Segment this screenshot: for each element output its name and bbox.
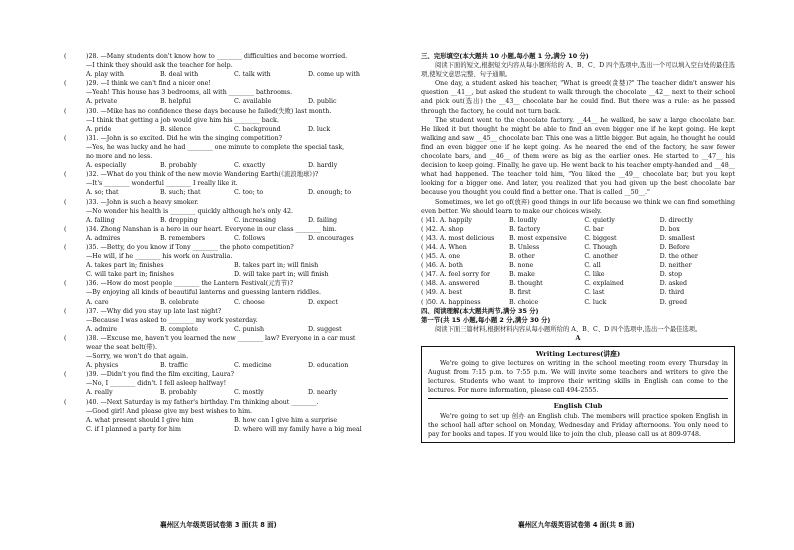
box1-text: We're going to give lectures on writing in the school meeting room every Thursday in August from 7:15 p.m. to 7:55 p.m. We will invite some teachers and writers to give the lectures. Students who want to improve their writing skills in English can come to the lectures. For more information, please call 494-2555.	[428, 360, 728, 395]
option: D. public	[308, 98, 337, 106]
option: D. suggest	[308, 325, 342, 333]
question-number: )35.	[86, 243, 99, 251]
question-number: )37.	[86, 307, 99, 315]
options-row	[64, 416, 382, 434]
question-row	[64, 243, 382, 252]
option: B. complete	[160, 325, 198, 333]
question-stem: —Why did you stay up late last night?	[100, 307, 222, 315]
options-row	[64, 70, 382, 79]
option: D. encourages	[308, 234, 354, 242]
answer-paren: (	[64, 280, 67, 288]
question-stem: —Excuse me, haven't you learned the new ________ law? Everyone in a car must	[100, 334, 356, 342]
question-number: )31.	[86, 134, 99, 142]
question-stem: —Betty, do you know if Tony ________ the photo competition?	[100, 243, 294, 251]
question-number: )39.	[86, 371, 99, 379]
cloze-option: C. like	[584, 271, 605, 279]
cloze-option: B. first	[509, 289, 531, 297]
option: A. play with	[86, 71, 124, 79]
option: C. mostly	[234, 389, 264, 397]
answer-paren: (	[64, 371, 67, 379]
cloze-option: B. most expensive	[509, 234, 567, 242]
option: A. care	[86, 298, 109, 306]
cloze-option: ( )42. A. shop	[421, 225, 464, 233]
option: C. punish	[234, 325, 265, 333]
cloze-option: D. box	[659, 225, 680, 233]
question-row	[64, 79, 382, 88]
cloze-option: C. bar	[584, 225, 604, 233]
question-line: —No, I ________ didn't. I fell asleep halfway!	[86, 380, 227, 388]
question-stem: —Didn't you find the film exciting, Laura?	[100, 371, 234, 379]
section3-instructions: 阅读下面的短文,根据短文内容从每小题所给的 A、B、C、D 四个选项中,选出一个可以填入空白处的最佳选项,使短文意思完整、句子通顺。	[421, 62, 735, 79]
question-number: )30.	[86, 107, 99, 115]
question-number: )36.	[86, 280, 99, 288]
option: B. probably	[160, 162, 197, 170]
question-line: —I think they should ask the teacher for help.	[86, 62, 233, 70]
options-row	[64, 298, 382, 307]
option: A. especially	[86, 162, 127, 170]
cloze-option-row	[421, 216, 735, 225]
option: A. takes part in; finishes	[86, 262, 164, 270]
options-row	[64, 125, 382, 134]
cloze-option: ( )48. A. answered	[421, 280, 480, 288]
question-line: —He will, if he ________ his work on Australia.	[86, 253, 233, 261]
question-row	[64, 170, 382, 179]
section4-instructions: 阅读下面三篇材料,根据材料内容从每小题所给的 A、B、C、D 四个选项中,选出一个最佳选项。	[435, 325, 702, 333]
option: D. failing	[308, 216, 338, 224]
option: A. falling	[86, 216, 115, 224]
question-number: )34.	[86, 225, 99, 233]
option: C. follows	[234, 234, 266, 242]
options-row	[64, 97, 382, 106]
cloze-option: C. another	[584, 253, 618, 261]
options-row	[64, 234, 382, 243]
cloze-option: B. loudly	[509, 216, 538, 224]
box2-text: We're going to set up 创办 an English club. The members will practice spoken English in the school hall after school on Monday, Wednesday and Friday afternoons. You only need to pay for books and tapes. If you would like to join the club, please call us at 809-9748.	[428, 412, 728, 438]
answer-paren: (	[64, 53, 67, 60]
question-line: —Good girl! And please give my best wishes to him.	[86, 407, 253, 415]
question-row	[64, 107, 382, 116]
box-divider	[428, 398, 728, 399]
cloze-paragraph: The student went to the chocolate factory. __44__ he walked, he saw a large chocolate bar. He liked it but thought he might be able to find an even bigger one if he kept going. He kept walking and saw __45__ chocolate bar. This one was a little bigger. But again, he thought he could find an even bigger one if he kept going. As he neared the end of the factory, he saw fewer chocolate bars, and __46__ of them were as big as the earlier ones. He started to __47__ his decision to keep going. Finally, he gave up. He went back to his teacher empty-handed and __48__ what had happened. The teacher told him, "You liked the __49__ chocolate bar, but you kept looking for a bigger one. And later, you realized that you had given up the best chocolate bar because you thought you could find a better one. That is called __50__."	[421, 116, 735, 197]
option: B. how can I give him a surprise	[234, 416, 338, 424]
footer-left: 襄州区九年级英语试卷第 3 面(共 8 面)	[160, 521, 277, 529]
cloze-option: B. thought	[509, 280, 543, 288]
cloze-option-row	[421, 234, 735, 243]
question-line: —By enjoying all kinds of beautiful lanterns and guessing lantern riddles.	[86, 289, 322, 297]
cloze-option: ( )47. A. feel sorry for	[421, 271, 491, 279]
cloze-option-row	[421, 298, 735, 307]
option: B. probably	[160, 389, 197, 397]
option: D. education	[308, 362, 349, 370]
question-stem: Zhong Nanshan is a hero in our heart. Everyone in our class ________ him.	[100, 225, 337, 233]
option: B. dropping	[160, 216, 198, 224]
options-row	[64, 161, 382, 170]
question-row	[64, 134, 382, 143]
question-number: )38.	[86, 334, 99, 342]
cloze-option: D. the other	[659, 253, 698, 261]
cloze-option-row	[421, 252, 735, 261]
option: A. so; that	[86, 189, 119, 197]
option: A. really	[86, 389, 113, 397]
option: B. deal with	[160, 71, 199, 79]
box2-title: English Club	[553, 402, 603, 411]
answer-paren: (	[64, 243, 67, 251]
question-stem: —Many students don't know how to ________ difficulties and become worried.	[100, 53, 348, 60]
option: C. increasing	[234, 216, 277, 224]
question-line: —I think that getting a job would give him his ________ back.	[86, 116, 279, 124]
option: A. private	[86, 98, 118, 106]
question-row	[64, 52, 382, 61]
option: D. come up with	[308, 71, 360, 79]
question-number: )29.	[86, 80, 99, 88]
answer-paren: (	[64, 225, 67, 233]
cloze-option: B. choice	[509, 298, 539, 306]
question-stem: —John is such a heavy smoker.	[100, 198, 199, 206]
answer-paren: (	[64, 307, 67, 315]
option: C. will take part in; finishes	[86, 271, 174, 279]
answer-paren: (	[64, 80, 67, 88]
cloze-option-row	[421, 279, 735, 288]
option: B. celebrate	[160, 298, 199, 306]
answer-paren: (	[64, 198, 67, 206]
cloze-option: ( )50. A. happiness	[421, 298, 481, 306]
question-row	[64, 398, 382, 407]
cloze-paragraph: One day, a student asked his teacher, "What is greed(贪婪)?" The teacher didn't answer his question __41__, but asked the student to walk through the chocolate __42__ next to their school and pick out(选出) the __43__ chocolate bar he could find. But there was a rule: as he passed through the factory, he could not turn back.	[421, 80, 735, 115]
question-row	[64, 225, 382, 234]
cloze-option: B. make	[509, 271, 535, 279]
option: B. traffic	[160, 362, 188, 370]
cloze-option-row	[421, 243, 735, 252]
options-row	[64, 188, 382, 197]
question-number: )40.	[86, 398, 99, 406]
left-column	[64, 52, 382, 434]
option: B. helpful	[160, 98, 191, 106]
cloze-option: B. none	[509, 262, 534, 270]
box1-title: Writing Lectures(讲座)	[535, 350, 621, 358]
option: D. where will my family have a big meal	[234, 425, 362, 433]
cloze-options	[421, 216, 735, 307]
question-line: wear the seat belt(带).	[86, 344, 157, 351]
option: C. talk with	[234, 71, 271, 79]
cloze-option: C. luck	[584, 298, 607, 306]
options-row	[64, 216, 382, 225]
cloze-option: C. Though	[584, 243, 618, 251]
cloze-option-row	[421, 288, 735, 297]
right-column	[421, 52, 735, 443]
option: D. nearly	[308, 389, 337, 397]
question-stem: —What do you think of the new movie Wandering Earth(《流浪地球》)?	[100, 171, 319, 179]
question-stem: —John is so excited. Did he win the singing competition?	[100, 134, 283, 142]
question-line: —No wonder his health is ________ quickly although he's only 42.	[86, 207, 293, 215]
cloze-option: C. quietly	[584, 216, 615, 224]
section3-title: 三、完形填空(本大题共 10 小题,每小题 1 分,满分 10 分)	[421, 52, 589, 60]
question-stem: —I think we can't find a nicer one!	[100, 80, 211, 88]
question-row	[64, 370, 382, 379]
cloze-option: ( )45. A. one	[421, 253, 461, 261]
option: A. admire	[86, 325, 118, 333]
option: B. takes part in; will finish	[234, 262, 319, 270]
question-line: —Because I was asked to ________ my work yesterday.	[86, 316, 258, 324]
option: B. silence	[160, 125, 191, 133]
notice-box	[421, 346, 735, 443]
cloze-option: ( )46. A. both	[421, 262, 463, 270]
question-line: —Sorry, we won't do that again.	[86, 353, 189, 361]
question-row	[64, 334, 382, 343]
cloze-option: C. biggest	[584, 234, 617, 242]
question-row	[64, 279, 382, 288]
cloze-option-row	[421, 261, 735, 270]
question-number: )28.	[86, 53, 99, 60]
option: C. exactly	[234, 162, 266, 170]
cloze-option: D. Before	[659, 243, 690, 251]
option: D. expect	[308, 298, 338, 306]
cloze-option: ( )41. A. happily	[421, 216, 472, 224]
option: C. if I planned a party for him	[86, 425, 181, 433]
option: D. hardly	[308, 162, 338, 170]
cloze-option: B. other	[509, 253, 535, 261]
option: D. luck	[308, 125, 331, 133]
question-stem: —How do most people ________ the Lantern Festival(元宵节)?	[100, 280, 293, 288]
question-number: )32.	[86, 171, 99, 179]
cloze-passage	[421, 79, 735, 215]
cloze-option-row	[421, 225, 735, 234]
answer-paren: (	[64, 398, 67, 406]
cloze-option: D. smallest	[659, 234, 695, 242]
options-row	[64, 261, 382, 279]
option: B. remembers	[160, 234, 206, 242]
option: D. enough; to	[308, 189, 351, 197]
cloze-option: B. factory	[509, 225, 541, 233]
question-number: )33.	[86, 198, 99, 206]
question-line: —Yeah! This house has 3 bedrooms, all with ________ bathrooms.	[86, 89, 293, 97]
answer-paren: (	[64, 134, 67, 142]
options-row	[64, 325, 382, 334]
question-row	[64, 198, 382, 207]
cloze-option-row	[421, 270, 735, 279]
question-line: —Yes, he was lucky and he had ________ one minute to complete the special task,	[86, 143, 345, 151]
option: A. physics	[86, 362, 119, 370]
option: A. pride	[86, 125, 112, 133]
answer-paren: (	[64, 107, 67, 115]
cloze-option: D. directly	[659, 216, 693, 224]
cloze-paragraph: Sometimes, we let go of(放弃) good things in our life because we think we can find something even better. We should learn to make our choices wisely.	[421, 198, 735, 215]
cloze-option: D. neither	[659, 262, 692, 270]
answer-paren: (	[64, 171, 67, 179]
cloze-option: C. last	[584, 289, 605, 297]
cloze-option: ( )49. A. best	[421, 289, 463, 297]
option: B. such; that	[160, 189, 201, 197]
cloze-option: C. explained	[584, 280, 624, 288]
cloze-option: D. third	[659, 289, 685, 297]
options-row	[64, 361, 382, 370]
option: A. admires	[86, 234, 121, 242]
section4-title: 四、阅读理解(本大题共两节,满分 35 分)	[421, 306, 539, 315]
question-line: no more and no less.	[86, 153, 153, 161]
option: C. medicine	[234, 362, 272, 370]
question-stem: —Mike has no confidence these days because he failed(失败) last month.	[100, 107, 332, 115]
cloze-option: C. all	[584, 262, 601, 270]
options-row	[64, 388, 382, 397]
cloze-option: D. stop	[659, 271, 683, 279]
section4-part1: 第一节(共 15 小题,每小题 2 分,满分 30 分)	[421, 315, 551, 324]
option: D. will take part in; will finish	[234, 271, 329, 279]
cloze-option: D. asked	[659, 280, 688, 288]
cloze-option: B. Unless	[509, 243, 540, 251]
option: A. what present should I give him	[86, 416, 194, 424]
cloze-option: ( )43. A. most delicious	[421, 234, 495, 242]
option: C. available	[234, 98, 272, 106]
cloze-option: D. greed	[659, 298, 688, 306]
question-line: —It's ________ wonderful ________ I really like it.	[86, 180, 238, 188]
passage-label: A	[575, 334, 581, 342]
question-row	[64, 307, 382, 316]
answer-paren: (	[64, 334, 67, 342]
option: C. choose	[234, 298, 265, 306]
option: C. background	[234, 125, 281, 133]
footer-right: 襄州区九年级英语试卷第 4 面(共 8 面)	[518, 521, 635, 529]
option: C. too; to	[234, 189, 264, 197]
question-stem: —Next Saturday is my father's birthday. I'm thinking about ________.	[100, 398, 319, 406]
cloze-option: ( )44. A. When	[421, 243, 467, 251]
